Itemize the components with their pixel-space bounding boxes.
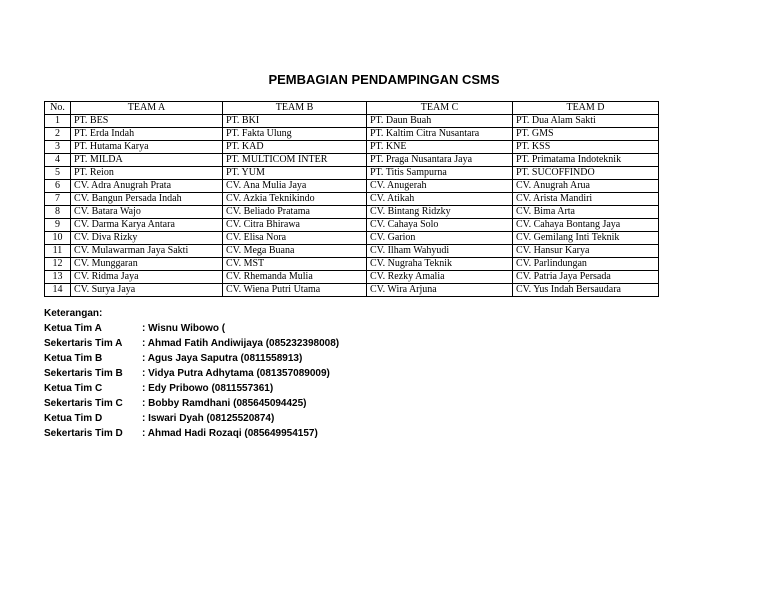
cell-team-c: CV. Rezky Amalia	[367, 271, 513, 284]
cell-team-d: PT. SUCOFFINDO	[513, 167, 659, 180]
cell-team-c: CV. Bintang Ridzky	[367, 206, 513, 219]
header-team-c: TEAM C	[367, 102, 513, 115]
table-body	[45, 115, 659, 297]
note-value: : Ahmad Hadi Rozaqi (085649954157)	[142, 428, 318, 439]
cell-team-d: CV. Patria Jaya Persada	[513, 271, 659, 284]
note-value: : Edy Pribowo (0811557361)	[142, 383, 274, 394]
table-row	[45, 258, 659, 271]
cell-team-d: CV. Gemilang Inti Teknik	[513, 232, 659, 245]
note-label: Ketua Tim B	[44, 353, 103, 364]
header-team-a: TEAM A	[71, 102, 223, 115]
cell-no: 14	[45, 284, 71, 297]
cell-no: 12	[45, 258, 71, 271]
cell-no: 5	[45, 167, 71, 180]
cell-team-b: PT. BKI	[223, 115, 367, 128]
table-row	[45, 271, 659, 284]
note-label: Ketua Tim D	[44, 413, 103, 424]
note-label: Sekertaris Tim D	[44, 428, 123, 439]
cell-team-d: PT. Dua Alam Sakti	[513, 115, 659, 128]
table-row	[45, 232, 659, 245]
cell-team-d: CV. Parlindungan	[513, 258, 659, 271]
cell-team-d: CV. Bima Arta	[513, 206, 659, 219]
cell-team-b: CV. Rhemanda Mulia	[223, 271, 367, 284]
table-row	[45, 180, 659, 193]
note-value: : Agus Jaya Saputra (0811558913)	[142, 353, 303, 364]
cell-team-b: CV. Ana Mulia Jaya	[223, 180, 367, 193]
cell-no: 1	[45, 115, 71, 128]
cell-team-a: CV. Munggaran	[71, 258, 223, 271]
table-row	[45, 219, 659, 232]
cell-team-d: CV. Arista Mandiri	[513, 193, 659, 206]
cell-team-b: CV. Elisa Nora	[223, 232, 367, 245]
cell-team-c: PT. KNE	[367, 141, 513, 154]
cell-team-b: PT. Fakta Ulung	[223, 128, 367, 141]
cell-team-b: CV. Citra Bhirawa	[223, 219, 367, 232]
note-row	[44, 426, 339, 441]
cell-team-c: PT. Praga Nusantara Jaya	[367, 154, 513, 167]
cell-team-d: CV. Yus Indah Bersaudara	[513, 284, 659, 297]
cell-no: 7	[45, 193, 71, 206]
note-label: Ketua Tim A	[44, 323, 102, 334]
note-value: : Vidya Putra Adhytama (081357089009)	[142, 368, 330, 379]
table-row	[45, 154, 659, 167]
header-no: No.	[45, 102, 71, 115]
note-row	[44, 411, 339, 426]
cell-team-c: PT. Kaltim Citra Nusantara	[367, 128, 513, 141]
note-row	[44, 321, 339, 336]
cell-team-b: CV. MST	[223, 258, 367, 271]
note-value: : Iswari Dyah (08125520874)	[142, 413, 275, 424]
cell-team-a: CV. Batara Wajo	[71, 206, 223, 219]
cell-team-a: PT. BES	[71, 115, 223, 128]
cell-no: 4	[45, 154, 71, 167]
cell-team-b: CV. Wiena Putri Utama	[223, 284, 367, 297]
cell-team-a: CV. Ridma Jaya	[71, 271, 223, 284]
team-assignment-table	[44, 101, 659, 297]
header-team-d: TEAM D	[513, 102, 659, 115]
cell-no: 10	[45, 232, 71, 245]
note-value: : Wisnu Wibowo (	[142, 323, 226, 334]
cell-team-b: CV. Azkia Teknikindo	[223, 193, 367, 206]
note-row	[44, 366, 339, 381]
table-row	[45, 141, 659, 154]
cell-team-b: PT. KAD	[223, 141, 367, 154]
cell-no: 13	[45, 271, 71, 284]
note-row	[44, 381, 339, 396]
notes-heading: Keterangan:	[44, 308, 103, 319]
table-row	[45, 167, 659, 180]
cell-team-b: PT. MULTICOM INTER	[223, 154, 367, 167]
cell-team-b: CV. Mega Buana	[223, 245, 367, 258]
table-row	[45, 284, 659, 297]
cell-no: 6	[45, 180, 71, 193]
table-row	[45, 128, 659, 141]
cell-team-c: CV. Anugerah	[367, 180, 513, 193]
notes-list	[44, 321, 339, 441]
cell-team-a: CV. Bangun Persada Indah	[71, 193, 223, 206]
cell-team-c: CV. Ilham Wahyudi	[367, 245, 513, 258]
cell-team-a: PT. Hutama Karya	[71, 141, 223, 154]
note-label: Sekertaris Tim B	[44, 368, 123, 379]
cell-team-c: CV. Atikah	[367, 193, 513, 206]
note-value: : Ahmad Fatih Andiwijaya (085232398008)	[142, 338, 340, 349]
cell-team-a: CV. Mulawarman Jaya Sakti	[71, 245, 223, 258]
table-row	[45, 193, 659, 206]
table-row	[45, 206, 659, 219]
cell-team-d: PT. Primatama Indoteknik	[513, 154, 659, 167]
cell-team-a: PT. Reion	[71, 167, 223, 180]
table-row	[45, 245, 659, 258]
note-label: Ketua Tim C	[44, 383, 103, 394]
cell-no: 11	[45, 245, 71, 258]
cell-no: 8	[45, 206, 71, 219]
notes-section	[44, 306, 339, 441]
note-row	[44, 396, 339, 411]
cell-team-a: CV. Adra Anugrah Prata	[71, 180, 223, 193]
cell-team-b: PT. YUM	[223, 167, 367, 180]
cell-team-a: CV. Diva Rizky	[71, 232, 223, 245]
note-row	[44, 336, 339, 351]
cell-no: 9	[45, 219, 71, 232]
page-title: PEMBAGIAN PENDAMPINGAN CSMS	[268, 72, 500, 87]
header-team-b: TEAM B	[223, 102, 367, 115]
cell-team-c: CV. Wira Arjuna	[367, 284, 513, 297]
note-row	[44, 351, 339, 366]
cell-team-b: CV. Beliado Pratama	[223, 206, 367, 219]
note-label: Sekertaris Tim C	[44, 398, 123, 409]
cell-team-d: CV. Anugrah Arua	[513, 180, 659, 193]
cell-team-a: PT. MILDA	[71, 154, 223, 167]
cell-no: 3	[45, 141, 71, 154]
cell-team-c: CV. Cahaya Solo	[367, 219, 513, 232]
note-value: : Bobby Ramdhani (085645094425)	[142, 398, 307, 409]
cell-team-d: PT. KSS	[513, 141, 659, 154]
cell-team-c: PT. Daun Buah	[367, 115, 513, 128]
cell-team-c: PT. Titis Sampurna	[367, 167, 513, 180]
cell-team-c: CV. Garion	[367, 232, 513, 245]
cell-team-a: PT. Erda Indah	[71, 128, 223, 141]
cell-team-d: CV. Hansur Karya	[513, 245, 659, 258]
cell-team-d: CV. Cahaya Bontang Jaya	[513, 219, 659, 232]
cell-no: 2	[45, 128, 71, 141]
table-header	[45, 102, 659, 115]
note-label: Sekertaris Tim A	[44, 338, 123, 349]
table-row	[45, 115, 659, 128]
cell-team-a: CV. Darma Karya Antara	[71, 219, 223, 232]
cell-team-c: CV. Nugraha Teknik	[367, 258, 513, 271]
header-row	[45, 102, 659, 115]
cell-team-a: CV. Surya Jaya	[71, 284, 223, 297]
cell-team-d: PT. GMS	[513, 128, 659, 141]
